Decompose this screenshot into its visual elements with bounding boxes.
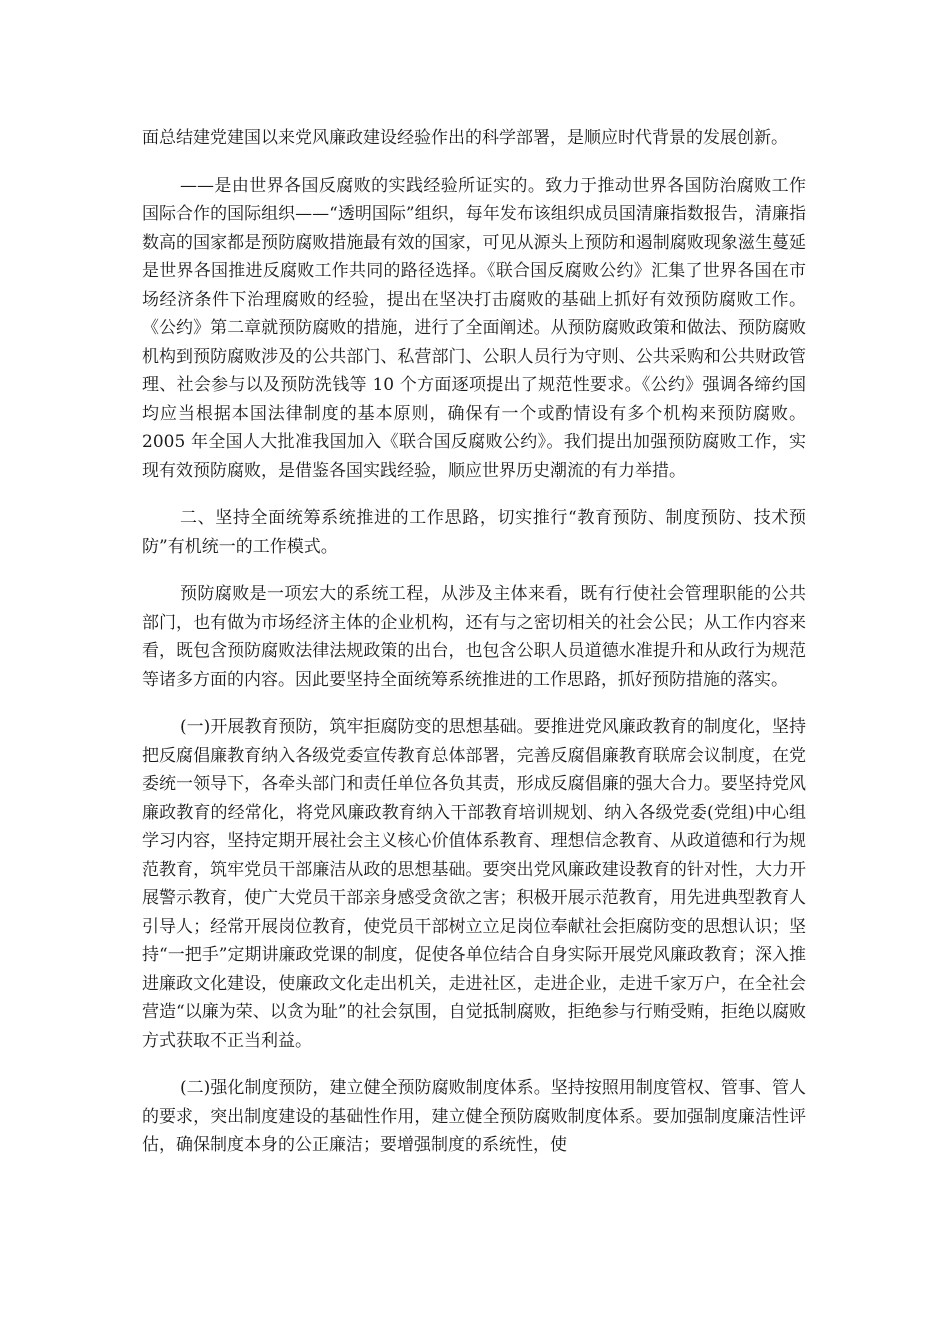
paragraph-education-prevention: (一)开展教育预防，筑牢拒腐防变的思想基础。要推进党风廉政教育的制度化，坚持把反腐倡廉教育纳入各级党委宣传教育总体部署，完善反腐倡廉教育联席会议制度，在党委统一领导下，各牵头部门和责任单位各负其责，形成反腐倡廉的强大合力。要坚持党风廉政教育的经常化，将党风廉政教育纳入干部教育培训规划、纳入各级党委(党组)中心组学习内容，坚持定期开展社会主义核心价值体系教育、理想信念教育、从政道德和行为规范教育，筑牢党员干部廉洁从政的思想基础。要突出党风廉政建设教育的针对性，大力开展警示教育，使广大党员干部亲身感受贪欲之害；积极开展示范教育，用先进典型教育人引导人；经常开展岗位教育，使党员干部树立立足岗位奉献社会拒腐防变的思想认识；坚持“一把手”定期讲廉政党课的制度，促使各单位结合自身实际开展党风廉政教育；深入推进廉政文化建设，使廉政文化走出机关，走进社区，走进企业，走进千家万户，在全社会营造“以廉为荣、以贪为耻”的社会氛围，自觉抵制腐败，拒绝参与行贿受贿，拒绝以腐败方式获取不正当利益。 xyxy=(142,717,806,1051)
section-heading-two: 二、坚持全面统筹系统推进的工作思路，切实推行“教育预防、制度预防、技术预防”有机统一的工作模式。 xyxy=(142,508,806,557)
paragraph-international-experience: ——是由世界各国反腐败的实践经验所证实的。致力于推动世界各国防治腐败工作国际合作的国际组织——“透明国际”组织，每年发布该组织成员国清廉指数报告，清廉指数高的国家都是预防腐败措施最有效的国家，可见从源头上预防和遏制腐败现象滋生蔓延是世界各国推进反腐败工作共同的路径选择。《联合国反腐败公约》汇集了世界各国在市场经济条件下治理腐败的经验，提出在坚决打击腐败的基础上抓好有效预防腐败工作。《公约》第二章就预防腐败的措施，进行了全面阐述。从预防腐败政策和做法、预防腐败机构到预防腐败涉及的公共部门、私营部门、公职人员行为守则、公共采购和公共财政管理、社会参与以及预防洗钱等 10 个方面逐项提出了规范性要求。《公约》强调各缔约国均应当根据本国法律制度的基本原则，确保有一个或酌情设有多个机构来预防腐败。2005 年全国人大批准我国加入《联合国反腐败公约》。我们提出加强预防腐败工作，实现有效预防腐败，是借鉴各国实践经验，顺应世界历史潮流的有力举措。 xyxy=(142,175,806,481)
paragraph-institutional-prevention: (二)强化制度预防，建立健全预防腐败制度体系。坚持按照用制度管权、管事、管人的要求，突出制度建设的基础性作用，建立健全预防腐败制度体系。要加强制度廉洁性评估，确保制度本身的公正廉洁；要增强制度的系统性，使 xyxy=(142,1078,806,1155)
paragraph-continuation: 面总结建党建国以来党风廉政建设经验作出的科学部署，是顺应时代背景的发展创新。 xyxy=(142,128,788,148)
paragraph-system-engineering: 预防腐败是一项宏大的系统工程，从涉及主体来看，既有行使社会管理职能的公共部门，也有做为市场经济主体的企业机构，还有与之密切相关的社会公民；从工作内容来看，既包含预防腐败法律法规政策的出台，也包含公职人员道德水准提升和从政行为规范等诸多方面的内容。因此要坚持全面统筹系统推进的工作思路，抓好预防措施的落实。 xyxy=(142,584,806,690)
document-body xyxy=(142,124,806,1179)
